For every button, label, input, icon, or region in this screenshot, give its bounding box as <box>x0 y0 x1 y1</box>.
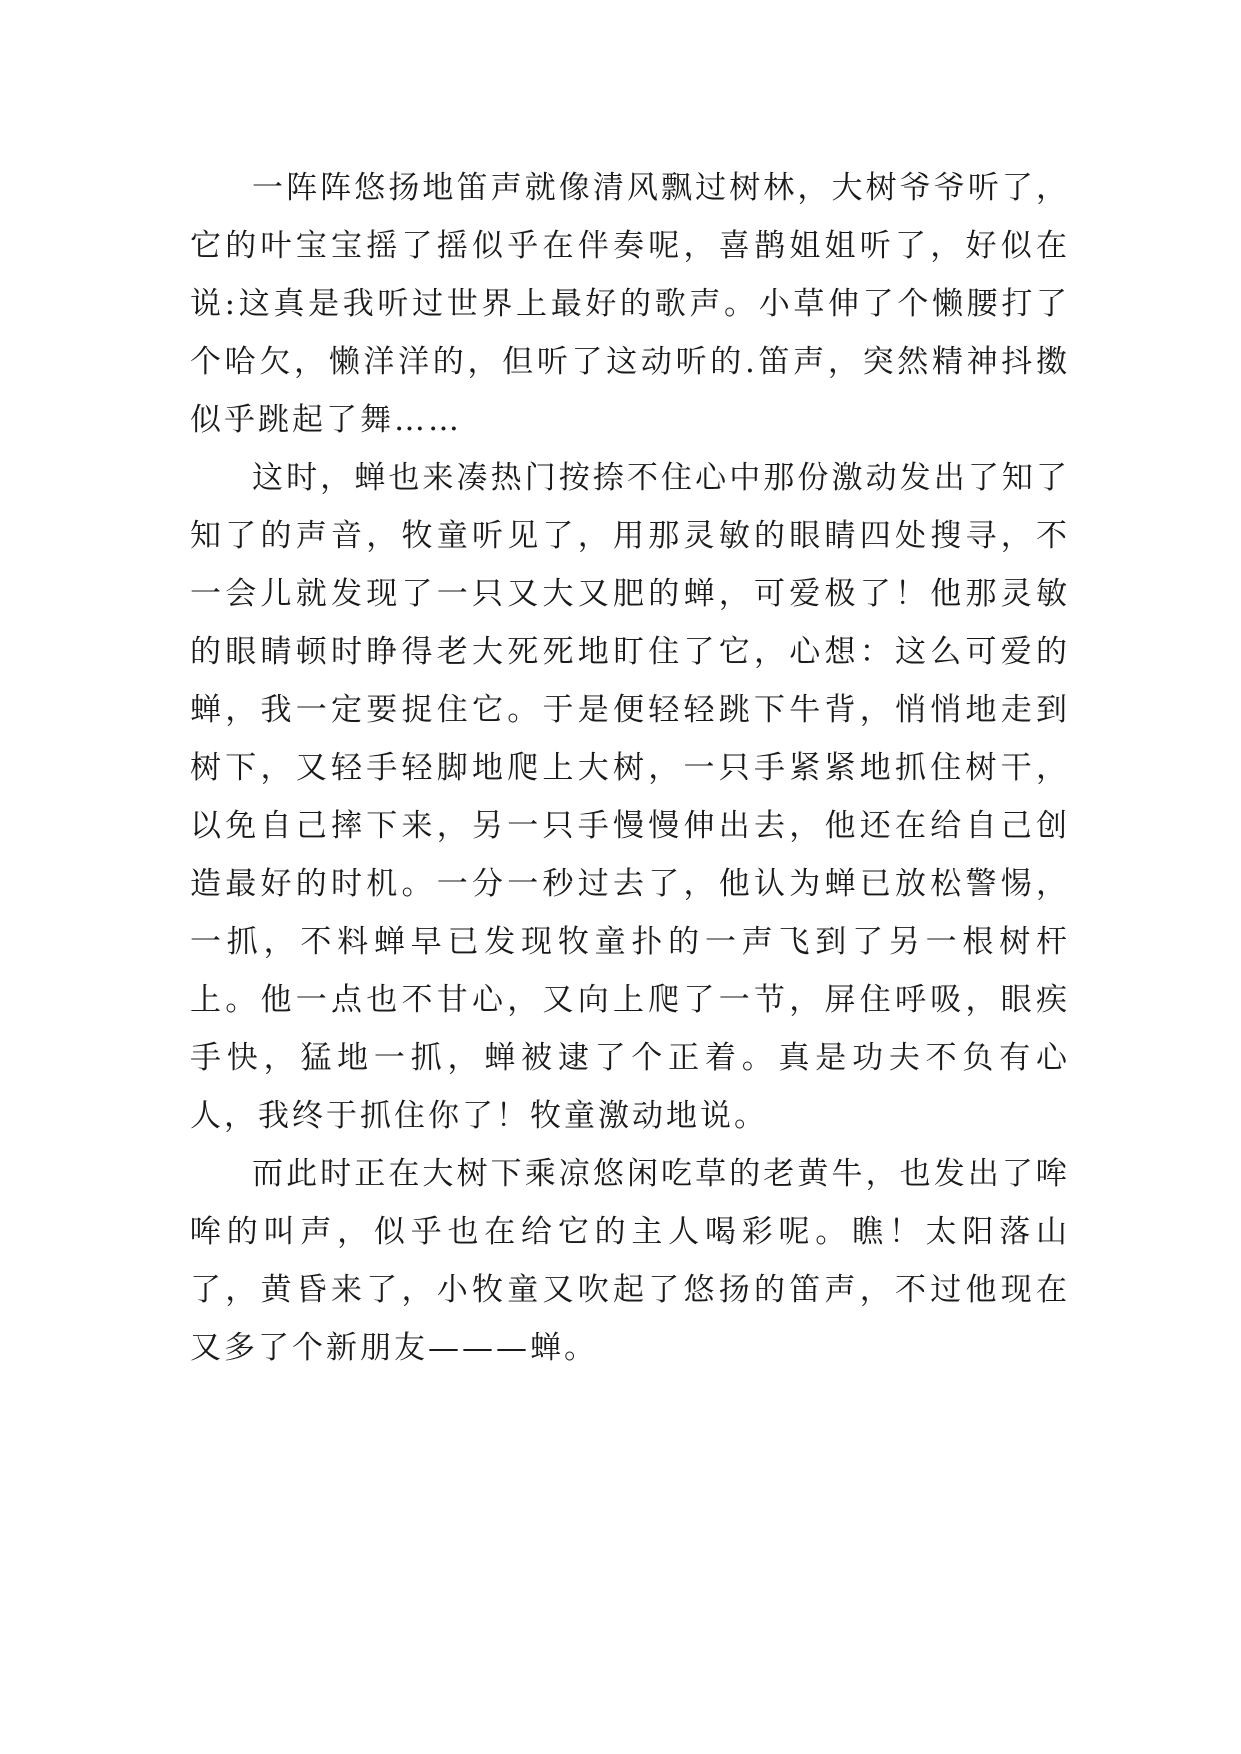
text-body <box>190 159 1070 1377</box>
paragraph: 这时，蝉也来凑热门按捺不住心中那份激动发出了知了知了的声音，牧童听见了，用那灵敏的眼睛四处搜寻，不一会儿就发现了一只又大又肥的蝉，可爱极了！他那灵敏的眼睛顿时睁得老大死死地盯住了它，心想：这么可爱的蝉，我一定要捉住它。于是便轻轻跳下牛背，悄悄地走到树下，又轻手轻脚地爬上大树，一只手紧紧地抓住树干，以免自己摔下来，另一只手慢慢伸出去，他还在给自己创造最好的时机。一分一秒过去了，他认为蝉已放松警惕，一抓，不料蝉早已发现牧童扑的一声飞到了另一根树杆上。他一点也不甘心，又向上爬了一节，屏住呼吸，眼疾手快，猛地一抓，蝉被逮了个正着。真是功夫不负有心人，我终于抓住你了！牧童激动地说。 <box>190 460 1070 1134</box>
paragraph: 而此时正在大树下乘凉悠闲吃草的老黄牛，也发出了哞哞的叫声，似乎也在给它的主人喝彩呢。瞧！太阳落山了，黄昏来了，小牧童又吹起了悠扬的笛声，不过他现在又多了个新朋友———蝉。 <box>190 1156 1070 1366</box>
paragraph: 一阵阵悠扬地笛声就像清风飘过树林，大树爷爷听了，它的叶宝宝摇了摇似乎在伴奏呢，喜鹊姐姐听了，好似在说:这真是我听过世界上最好的歌声。小草伸了个懒腰打了个哈欠，懒洋洋的，但听了这动听的.笛声，突然精神抖擞似乎跳起了舞…… <box>190 170 1070 438</box>
